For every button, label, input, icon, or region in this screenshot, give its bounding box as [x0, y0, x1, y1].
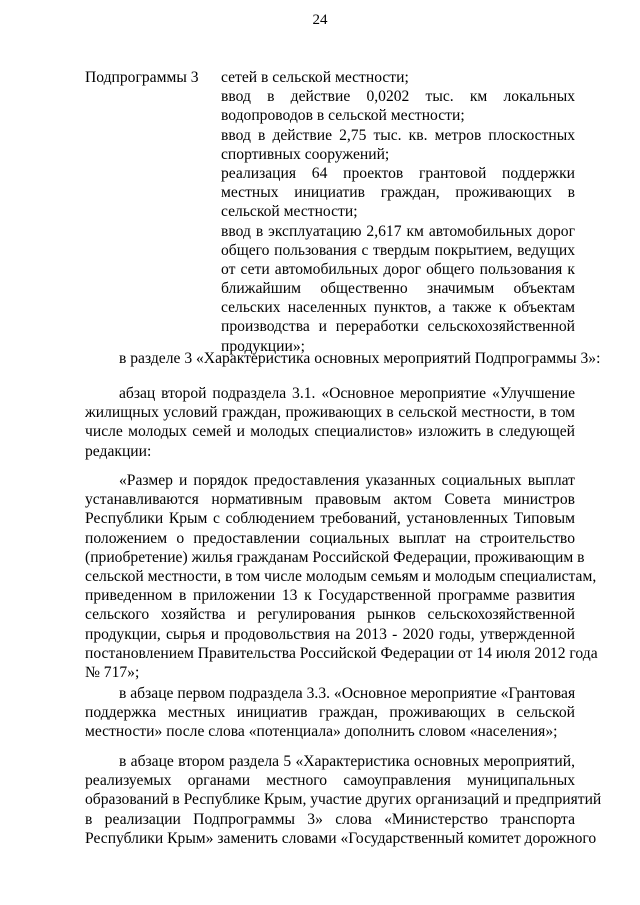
subprogram-3-line: сетей в сельской местности; [221, 69, 409, 86]
paragraph-line: местности» после слова «потенциала» дополнить словом «населения»; [85, 723, 558, 741]
paragraph-line: сельской местности, в том числе молодым семьям и молодым специалистам, [85, 567, 597, 585]
subprogram-3-line: ввод в эксплуатацию 2,617 км автомобильных дорог [221, 222, 575, 240]
paragraph-line: продукции, сырья и продовольствия на 2013 - 2020 годы, утвержденной [85, 625, 575, 643]
paragraph-line: устанавливаются нормативным правовым актом Совета министров [85, 491, 575, 509]
subprogram-3-line: местных инициатив граждан, проживающих в [221, 184, 575, 202]
paragraph [85, 752, 602, 848]
subprogram-3-line: продукции»; [221, 337, 305, 355]
paragraph [85, 684, 575, 742]
subprogram-3-line: водопроводов в сельской местности; [221, 107, 465, 125]
paragraph-line: положением о предоставлении социальных выплат на строительство [85, 529, 575, 547]
paragraph-line: № 717»; [85, 663, 140, 681]
subprogram-3-line: ввод в действие 2,75 тыс. кв. метров плоскостных [221, 126, 575, 144]
paragraph-line: постановлением Правительства Российской Федерации от 14 июля 2012 года [85, 644, 598, 662]
paragraph-line: «Размер и порядок предоставления указанных социальных выплат [119, 472, 575, 489]
paragraph-line: жилищных условий граждан, проживающих в сельской местности, в том [85, 404, 575, 422]
paragraph-line: поддержка местных инициатив граждан, проживающих в сельской [85, 704, 575, 722]
paragraph-line: Республики Крым с соблюдением требований, установленных Типовым [85, 510, 575, 528]
subprogram-3-line: общего пользования с твердым покрытием, ведущих [221, 241, 575, 259]
paragraph [85, 471, 598, 682]
paragraph-line: в абзаце первом подраздела 3.3. «Основное мероприятие «Грантовая [119, 685, 576, 702]
subprogram-3-line: сельских населенных пунктов, а также к объектам [221, 299, 575, 317]
subprogram-3-line: спортивных сооружений; [221, 145, 390, 163]
paragraph-line: реализуемых органами местного самоуправления муниципальных [85, 772, 575, 790]
paragraph-line: образований в Республике Крым, участие других организаций и предприятий [85, 791, 602, 809]
paragraph-line: приведенном в приложении 13 к Государственной программе развития [85, 587, 575, 605]
paragraph-line: в абзаце втором раздела 5 «Характеристика основных мероприятий, [119, 753, 575, 770]
subprogram-3-line: сельской местности; [221, 203, 358, 221]
paragraph [85, 384, 575, 461]
paragraph-line: в реализации Подпрограммы 3» слова «Министерство транспорта [85, 810, 575, 828]
subprogram-3-line: ввод в действие 0,0202 тыс. км локальных [221, 88, 575, 106]
subprogram-3-label: Подпрограммы 3 [85, 69, 199, 86]
paragraph-line: абзац второй подраздела 3.1. «Основное мероприятие «Улучшение [119, 385, 575, 402]
subprogram-3-line: от сети автомобильных дорог общего пользования к [221, 260, 575, 278]
subprogram-3-text [221, 68, 575, 356]
page-number: 24 [312, 12, 328, 28]
subprogram-3-line: производства и переработки сельскохозяйственной [221, 318, 575, 336]
paragraph-line: (приобретение) жилья гражданам Российской Федерации, проживающим в [85, 548, 585, 566]
paragraph-line: редакции: [85, 442, 152, 460]
subprogram-3-line: ближайшим общественно значимым объектам [221, 280, 575, 298]
paragraph-line: сельского хозяйства и регулирования рынков сельскохозяйственной [85, 606, 575, 624]
paragraph-line: в разделе 3 «Характеристика основных мероприятий Подпрограммы 3»: [119, 350, 601, 367]
paragraph-line: Республики Крым» заменить словами «Государственный комитет дорожного [85, 829, 597, 847]
subprogram-3-line: реализация 64 проектов грантовой поддержки [221, 164, 575, 182]
paragraph [85, 349, 601, 368]
paragraph-line: числе молодых семей и молодых специалистов» изложить в следующей [85, 423, 575, 441]
